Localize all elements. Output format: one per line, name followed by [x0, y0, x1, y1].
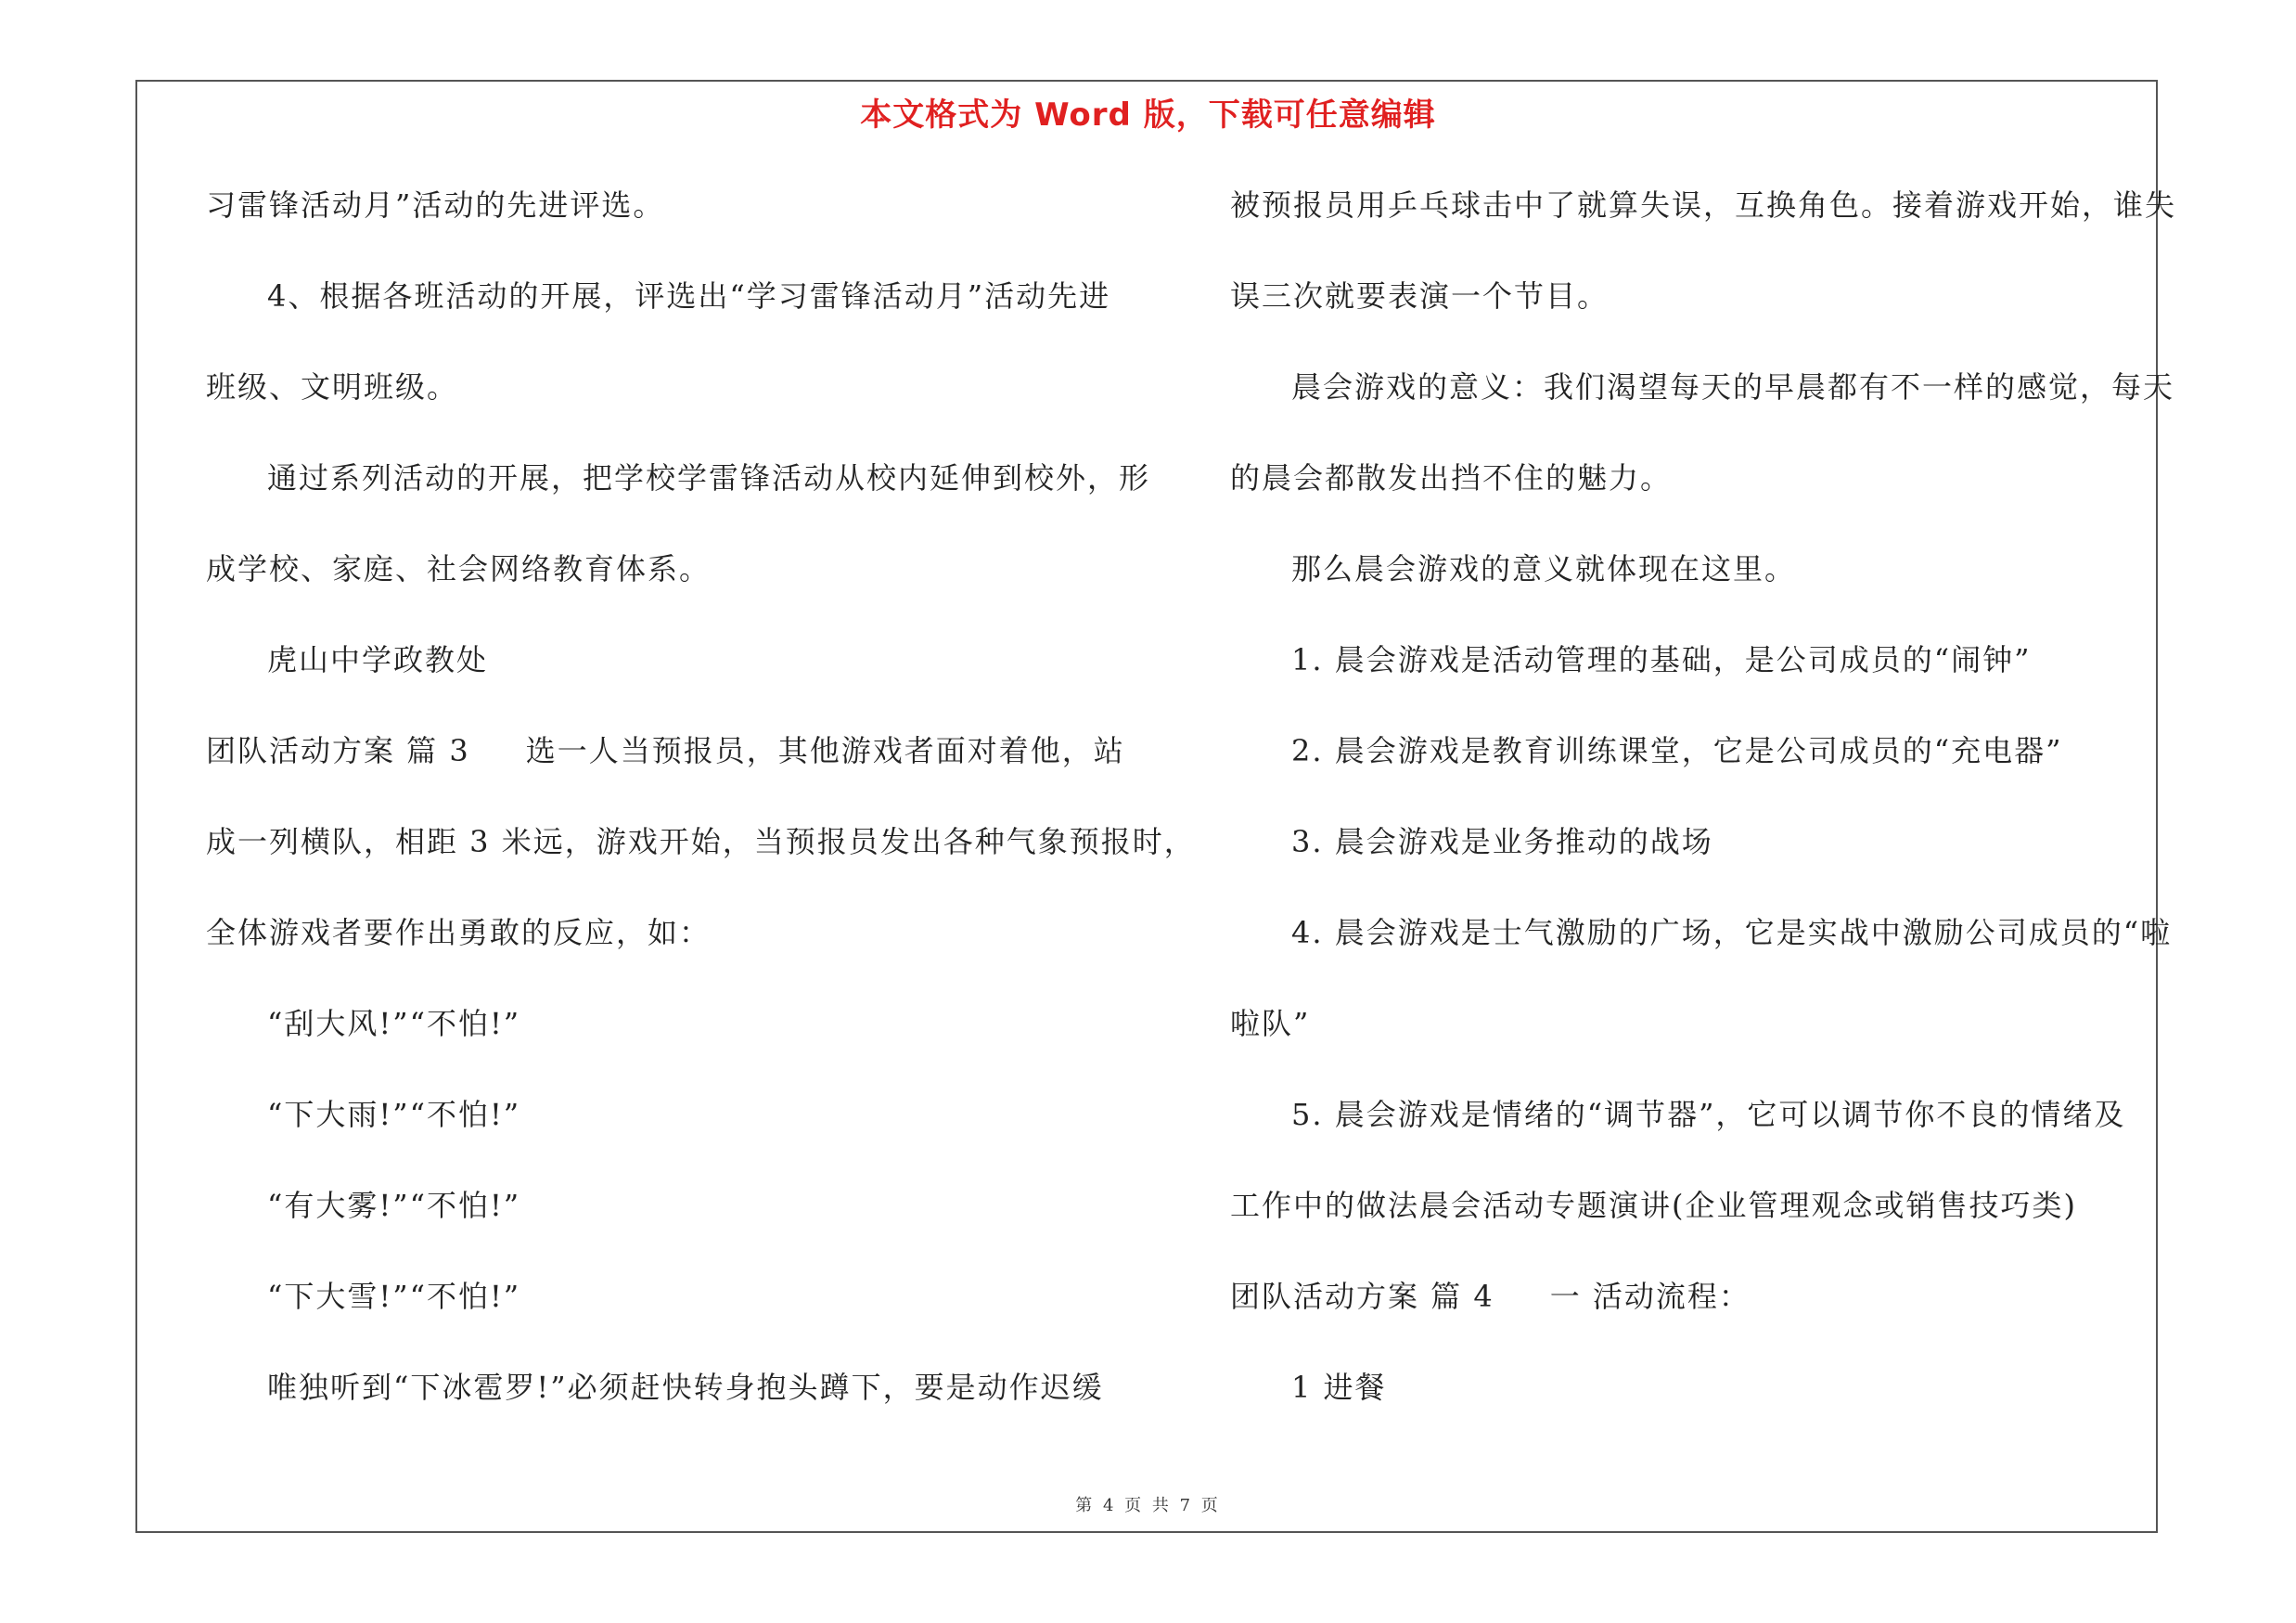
paragraph-line: 唯独听到“下冰雹罗!”必须赶快转身抱头蹲下，要是动作迟缓: [267, 1370, 1104, 1405]
section-4-text: 一 活动流程：: [1549, 1279, 1751, 1314]
list-item-continuation: 啦队”: [1230, 1006, 1311, 1041]
dialogue-line: “刮大风!”“不怕!”: [267, 1006, 521, 1041]
paragraph-line: 晨会游戏的意义：我们渴望每天的早晨都有不一样的感觉，每天: [1291, 369, 2175, 405]
page-number-footer: 第 4 页 共 7 页: [1075, 1496, 1221, 1515]
paragraph-line: 4、根据各班活动的开展，评选出“学习雷锋活动月”活动先进: [267, 278, 1111, 314]
section-3-text: 选一人当预报员，其他游戏者面对着他，站: [525, 733, 1125, 768]
section-3-line: [206, 728, 1125, 774]
list-item-continuation: 工作中的做法晨会活动专题演讲(企业管理观念或销售技巧类): [1230, 1188, 2077, 1223]
signature-line: 虎山中学政教处: [267, 642, 489, 677]
list-item: 1 进餐: [1291, 1370, 1387, 1405]
dialogue-line: “下大雨!”“不怕!”: [267, 1097, 521, 1132]
paragraph-line: 班级、文明班级。: [206, 369, 459, 405]
list-item: 5. 晨会游戏是情绪的“调节器”，它可以调节你不良的情绪及: [1291, 1097, 2126, 1132]
section-4-title: 团队活动方案 篇 4: [1230, 1279, 1494, 1314]
paragraph-line: 那么晨会游戏的意义就体现在这里。: [1291, 551, 1797, 586]
section-3-title: 团队活动方案 篇 3: [206, 733, 470, 768]
dialogue-line: “下大雪!”“不怕!”: [267, 1279, 521, 1314]
paragraph-line: 的晨会都散发出挡不住的魅力。: [1230, 460, 1673, 496]
list-item: 3. 晨会游戏是业务推动的战场: [1291, 824, 1713, 859]
list-item: 1. 晨会游戏是活动管理的基础，是公司成员的“闹钟”: [1291, 642, 2032, 677]
paragraph-line: 全体游戏者要作出勇敢的反应，如：: [206, 915, 712, 950]
paragraph-line: 习雷锋活动月”活动的先进评选。: [206, 187, 665, 223]
dialogue-line: “有大雾!”“不怕!”: [267, 1188, 521, 1223]
list-item: 2. 晨会游戏是教育训练课堂，它是公司成员的“充电器”: [1291, 733, 2063, 768]
paragraph-line: 成一列横队，相距 3 米远，游戏开始，当预报员发出各种气象预报时，: [206, 824, 1196, 859]
paragraph-line: 成学校、家庭、社会网络教育体系。: [206, 551, 712, 586]
paragraph-line: 通过系列活动的开展，把学校学雷锋活动从校内延伸到校外，形: [267, 460, 1151, 496]
list-item: 4. 晨会游戏是士气激励的广场，它是实战中激励公司成员的“啦: [1291, 915, 2173, 950]
header-banner: 本文格式为 Word 版，下载可任意编辑: [860, 97, 1436, 134]
paragraph-line: 被预报员用乒乓球击中了就算失误，互换角色。接着游戏开始，谁失: [1230, 187, 2177, 223]
section-4-line: [1230, 1273, 1751, 1320]
paragraph-line: 误三次就要表演一个节目。: [1230, 278, 1610, 314]
